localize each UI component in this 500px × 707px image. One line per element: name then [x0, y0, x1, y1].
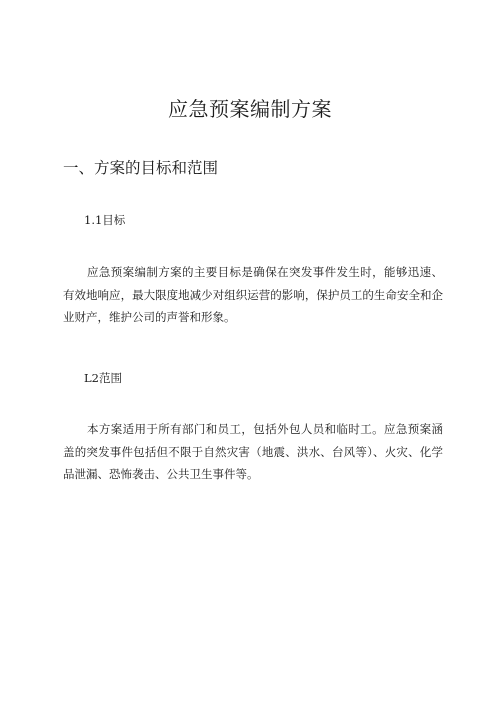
subsection-heading-goals: 1.1目标 — [84, 213, 126, 227]
paragraph-goals: 应急预案编制方案的主要目标是确保在突发事件发生时，能够迅速、有效地响应，最大限度地减少对组织运营的影响，保护员工的生命安全和企业财产，维护公司的声誉和形象。 — [63, 265, 443, 324]
paragraph-scope: 本方案适用于所有部门和员工，包括外包人员和临时工。应急预案涵盖的突发事件包括但不限于自然灾害（地震、洪水、台风等）、火灾、化学品泄漏、恐怖袭击、公共卫生事件等。 — [63, 422, 443, 481]
section-heading-goals-scope: 一、方案的目标和范围 — [63, 159, 219, 177]
document-title: 应急预案编制方案 — [168, 97, 332, 121]
subsection-heading-scope: L2范围 — [84, 371, 122, 385]
